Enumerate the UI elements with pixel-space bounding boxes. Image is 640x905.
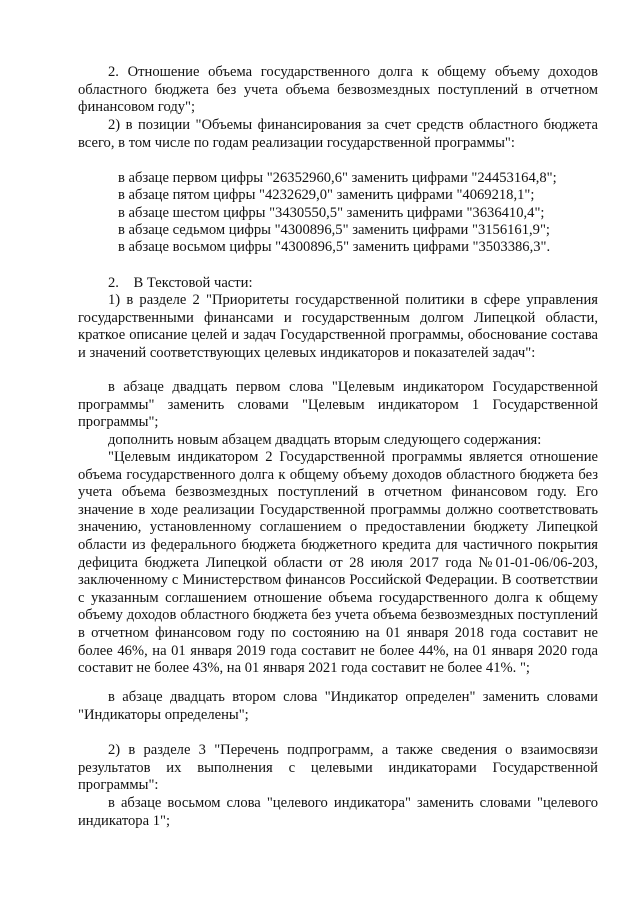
amendment-line-eighth: в абзаце восьмом цифры "4300896,5" заменить цифрами "3503386,3".	[118, 239, 551, 255]
paragraph-abzac-21: в абзаце двадцать первом слова "Целевым индикатором Государственной программы" заменить словами "Целевым индикатором 1 Государственной программы";	[78, 379, 598, 431]
amendment-line-first: в абзаце первом цифры "26352960,6" заменить цифрами "24453164,8";	[118, 170, 557, 186]
amendment-line-seventh: в абзаце седьмом цифры "4300896,5" заменить цифрами "3156161,9";	[118, 222, 550, 238]
paragraph-new-abzac: дополнить новым абзацем двадцать вторым следующего содержания:	[108, 432, 542, 448]
amendment-line-fifth: в абзаце пятом цифры "4232629,0" заменить цифрами "4069218,1";	[118, 187, 535, 203]
paragraph-debt-ratio-indicator: 2. Отношение объема государственного долга к общему объему доходов областного бюджета без учета объема безвозмездных поступлений в отчетном финансовом году";	[78, 64, 598, 116]
paragraph-abzac-22: в абзаце двадцать втором слова "Индикатор определен" заменить словами "Индикаторы определены";	[78, 689, 598, 723]
paragraph-section-3: 2) в разделе 3 "Перечень подпрограмм, а также сведения о взаимосвязи результатов их выполнения с целевыми индикаторами Государственной программы":	[78, 742, 598, 794]
section-heading-text-part: 2. В Текстовой части:	[108, 275, 253, 291]
paragraph-financing-position: 2) в позиции "Объемы финансирования за счет средств областного бюджета всего, в том числе по годам реализации государственной программы":	[78, 117, 598, 151]
amendment-line-sixth: в абзаце шестом цифры "3430550,5" заменить цифрами "3636410,4";	[118, 205, 545, 221]
paragraph-abzac-8: в абзаце восьмом слова "целевого индикатора" заменить словами "целевого индикатора 1";	[78, 795, 598, 829]
paragraph-section-2: 1) в разделе 2 "Приоритеты государственной политики в сфере управления государственными финансами и государственным долгом Липецкой области, краткое описание целей и задач Государственной программы, обоснование состава и значений соответствующих целевых индикаторов и показателей задач":	[78, 292, 598, 361]
paragraph-indicator-2: "Целевым индикатором 2 Государственной программы является отношение объема государственного долга к общему объему доходов областного бюджета без учета объема безвозмездных поступлений в отчетном финансовом году. Его значение в ходе реализации Государственной программы должно соответствовать значению, установленному соглашением о предоставлении бюджету Липецкой области из федерального бюджета бюджетного кредита для частичного покрытия дефицита бюджета Липецкой области от 28 июля 2017 года №01-01-06/06-203, заключенному с Министерством финансов Российской Федерации. В соответствии с указанным соглашением отношение объема государственного долга к общему объему доходов областного бюджета без учета объема безвозмездных поступлений в отчетном финансовом году по состоянию на 01 января 2018 года составит не более 46%, на 01 января 2019 года составит не более 44%, на 01 января 2020 года составит не более 43%, на 01 января 2021 года составит не более 41%. ";	[78, 449, 598, 677]
